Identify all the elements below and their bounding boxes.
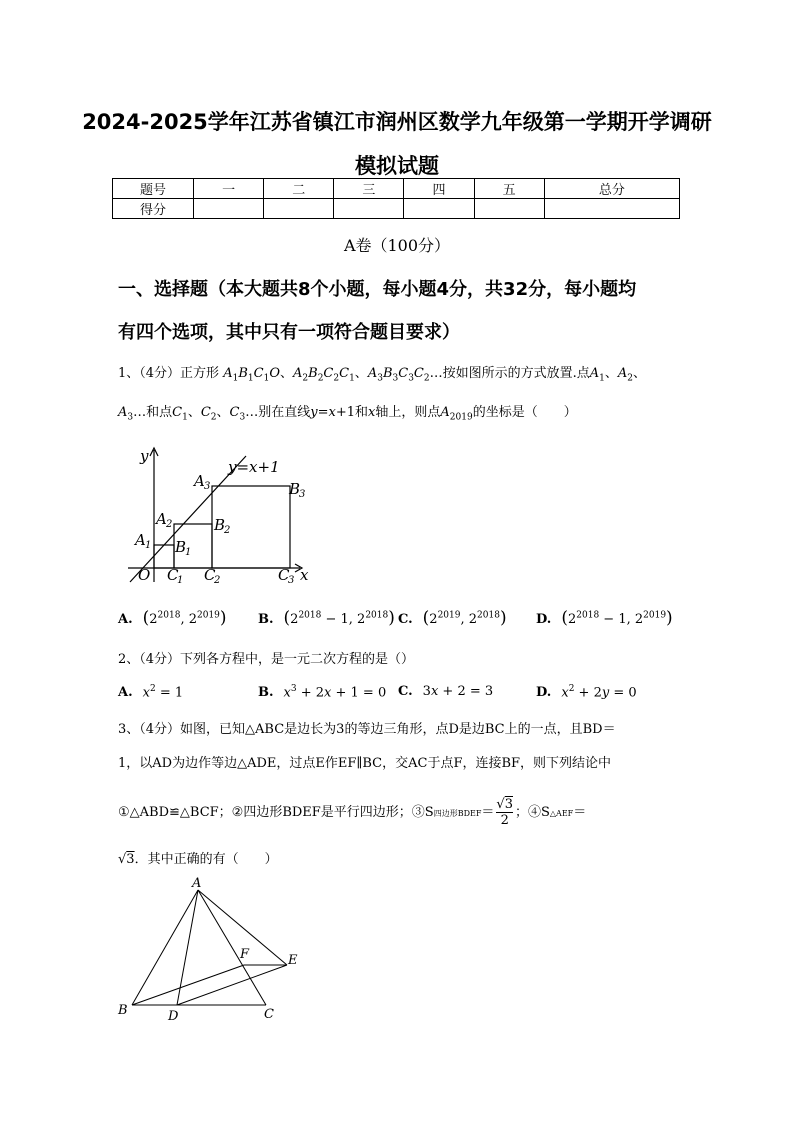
q3-c2: ＝ (481, 805, 495, 820)
score-header-cell: 四 (404, 179, 474, 199)
q1-text-c: …和点 (133, 405, 173, 420)
q1-text-g: 的坐标是（ ） (472, 405, 577, 420)
score-table-header-row (113, 179, 680, 199)
q1-option-c[interactable]: C. ($2^{2019}$, $2^{2018}$) (398, 608, 507, 628)
point-b-label: B (118, 1003, 128, 1018)
q1-option-c-letter: C. (398, 612, 413, 627)
q3-c1: ①△ABD≌△BCF；②四边形BDEF是平行四边形；③S (118, 805, 434, 820)
sub-b3: 3 (299, 489, 306, 500)
square-1 (154, 545, 174, 568)
q2-option-c-letter: C. (398, 684, 413, 699)
y-axis-label: y (140, 447, 149, 465)
point-a1-label: A (135, 531, 146, 549)
q3-c3: ；④S (515, 805, 550, 820)
q3-line4-text: ．其中正确的有（ ） (134, 852, 278, 867)
q1-option-a[interactable]: A. ($2^{2018}$, $2^{2019}$) (118, 608, 227, 628)
sub-a1: 1 (145, 540, 152, 551)
sub-a3: 3 (204, 481, 211, 492)
q3-c1-sub: 四边形BDEF (433, 809, 482, 818)
q1-number: 1、（4分） (118, 366, 181, 381)
q2-option-c[interactable]: C. 3x + 2 = 3 (398, 684, 494, 699)
score-cell[interactable] (194, 199, 264, 219)
point-b3-label: B (289, 480, 301, 498)
part1-heading-line2: 有四个选项，其中只有一项符合题目要求） (118, 322, 460, 343)
q2-option-d[interactable]: D. $x^2 + 2y = 0$ (536, 684, 637, 701)
score-cell[interactable] (474, 199, 544, 219)
origin-label: O (138, 566, 151, 584)
sub-a2: 2 (166, 519, 173, 530)
q3-line4: √3．其中正确的有（ ） (118, 852, 278, 867)
q3-c3-sub: △AEF (549, 809, 574, 818)
segment-bf (132, 965, 244, 1005)
q1-line1: 1、（4分）正方形 $A_1B_1C_1O$、$A_2B_2C_2C_1$、$A_3B_3C_3C_2\dots$按如图所示的方式放置.点$A_1$、$A_2$、 (118, 366, 647, 384)
score-cell[interactable] (264, 199, 334, 219)
q3-c4: ＝ (573, 805, 587, 820)
segment-ab (132, 890, 198, 1005)
q2-option-b[interactable]: B. $x^3 + 2x + 1 = 0$ (258, 684, 387, 701)
sub-c1: 1 (177, 575, 184, 584)
q2-option-b-letter: B. (258, 685, 274, 701)
q1-text-f: 轴上，则点 (375, 405, 441, 420)
q3-line1: 3、（4分）如图，已知△ABC是边长为3的等边三角形，点D是边BC上的一点，且BD＝ (118, 722, 616, 737)
exam-title-line2: 模拟试题 (355, 154, 439, 178)
point-c2-label: C (204, 566, 216, 584)
sub-c2: 2 (214, 575, 221, 584)
q3-line2: 1，以AD为边作等边△ADE，过点E作EF∥BC，交AC于点F，连接BF，则下列结论中 (118, 756, 612, 771)
q1-text-d: …别在直线 (245, 405, 311, 420)
q2-option-a[interactable]: A. $x^2 = 1$ (118, 684, 184, 701)
score-cell[interactable] (404, 199, 474, 219)
q1-line2: $A_3\dots$和点$C_1$、$C_2$、$C_3\dots$别在直线y=x+1和x轴上，则点$A_{2019}$的坐标是（ ） (118, 405, 577, 423)
segment-ac (198, 890, 266, 1005)
score-header-cell: 一 (194, 179, 264, 199)
score-header-cell: 五 (474, 179, 544, 199)
point-d-label: D (168, 1009, 179, 1024)
point-b2-label: B (214, 516, 226, 534)
point-a-label: A (192, 876, 202, 891)
score-header-cell: 三 (334, 179, 404, 199)
point-e-label: E (288, 953, 298, 968)
part1-heading-line1: 一、选择题（本大题共8个小题，每小题4分，共32分，每小题均 (118, 279, 637, 300)
q3-figure (114, 876, 314, 1026)
q1-option-d[interactable]: D. ($2^{2018} - 1$, $2^{2019}$) (536, 608, 673, 628)
point-c-label: C (264, 1007, 274, 1022)
section-label: A卷（100分） (343, 236, 451, 255)
point-f-label: F (240, 947, 250, 962)
point-a3-label: A (194, 472, 205, 490)
q3-conclusions (118, 797, 586, 828)
point-a2-label: A (156, 510, 167, 528)
score-cell[interactable] (334, 199, 404, 219)
x-axis-label: x (300, 566, 309, 584)
q1-text-b: …按如图所示的方式放置.点 (429, 366, 590, 381)
q1-text-e: 和 (355, 405, 369, 420)
q2-stem: 2、（4分）下列各方程中，是一元二次方程的是（） (118, 652, 415, 667)
score-header-cell: 题号 (113, 179, 194, 199)
score-table (112, 178, 680, 219)
segment-de (177, 965, 287, 1005)
point-c1-label: C (167, 566, 179, 584)
q1-text-a: 正方形 (180, 366, 220, 381)
q2-option-d-letter: D. (536, 685, 552, 701)
q1-option-b[interactable]: B. ($2^{2018} - 1$, $2^{2018}$) (258, 608, 395, 628)
score-row-label: 得分 (113, 199, 194, 219)
q1-option-b-letter: B. (258, 612, 274, 627)
score-cell[interactable] (544, 199, 679, 219)
q2-option-a-letter: A. (118, 685, 133, 701)
q1-option-d-letter: D. (536, 612, 552, 627)
q1-figure (118, 442, 318, 584)
sub-b1: 1 (185, 547, 192, 558)
q1-option-a-letter: A. (118, 612, 133, 627)
sub-c3: 3 (288, 575, 295, 584)
point-b1-label: B (175, 538, 187, 556)
q3-fraction: $\frac{√3}{2}$ (496, 797, 513, 828)
sub-b2: 2 (224, 525, 231, 536)
score-table-score-row (113, 199, 680, 219)
exam-title-line1: 2024-2025学年江苏省镇江市润州区数学九年级第一学期开学调研 (82, 110, 712, 134)
score-header-cell: 二 (264, 179, 334, 199)
line-label: y=x+1 (228, 458, 280, 476)
point-c3-label: C (278, 566, 290, 584)
score-header-cell: 总分 (544, 179, 679, 199)
